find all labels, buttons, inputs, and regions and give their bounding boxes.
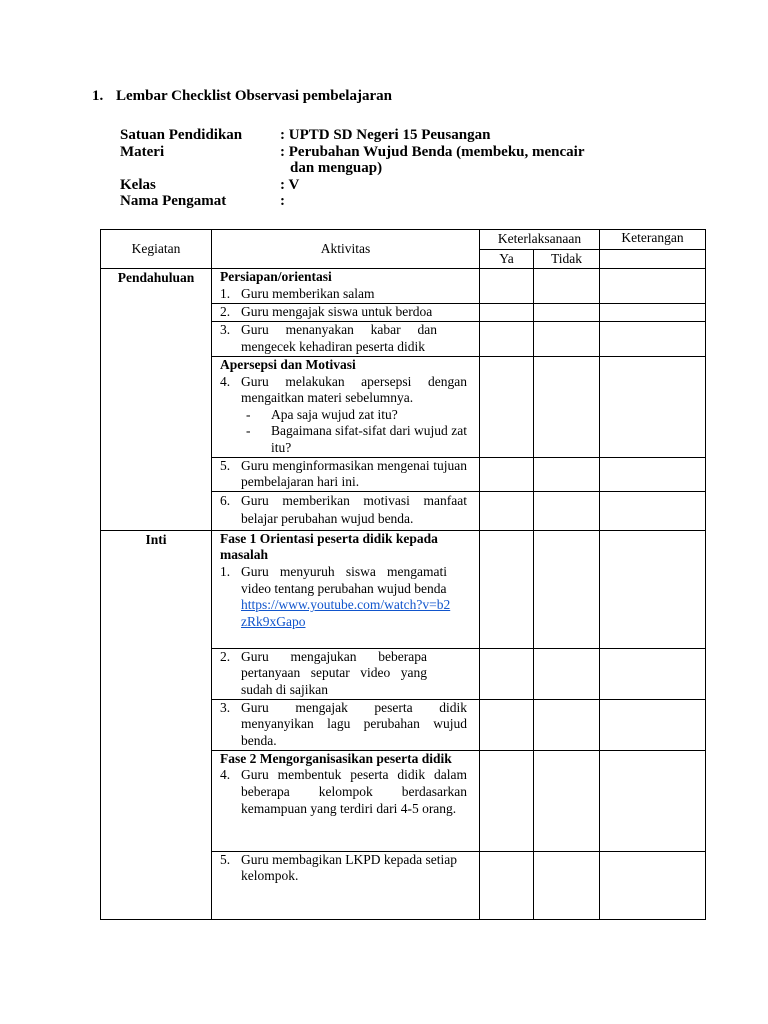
meta-label: Materi xyxy=(120,143,165,160)
meta-value: : UPTD SD Negeri 15 Peusangan xyxy=(280,127,491,143)
identity-block xyxy=(120,127,660,210)
tidak-checkbox-cell[interactable] xyxy=(534,357,600,458)
activity-cell xyxy=(212,851,480,919)
tidak-checkbox-cell[interactable] xyxy=(534,851,600,919)
ya-checkbox-cell[interactable] xyxy=(480,699,534,750)
document-heading xyxy=(92,88,392,105)
tidak-checkbox-cell[interactable] xyxy=(534,269,600,304)
keterangan-cell[interactable] xyxy=(600,851,706,919)
meta-row-satuan xyxy=(120,127,660,144)
activity-cell xyxy=(212,457,480,491)
list-item: 1. Guru memberikan salam xyxy=(220,285,375,301)
list-item: 5. Guru menginformasikan mengenai tujuan pembelajaran hari ini. xyxy=(220,457,467,490)
tidak-checkbox-cell[interactable] xyxy=(534,648,600,699)
tidak-checkbox-cell[interactable] xyxy=(534,750,600,851)
list-item: 2. Guru mengajukan beberapa pertanyaan seputar video yang sudah di sajikan xyxy=(220,648,427,697)
sub-item: - Apa saja wujud zat itu? xyxy=(246,406,398,422)
keterangan-cell[interactable] xyxy=(600,699,706,750)
activity-cell xyxy=(212,699,480,750)
keterangan-cell[interactable] xyxy=(600,322,706,357)
header-keterangan-blank xyxy=(600,249,706,269)
keterangan-cell[interactable] xyxy=(600,530,706,648)
ya-checkbox-cell[interactable] xyxy=(480,269,534,304)
group-title: Persiapan/orientasi xyxy=(220,269,332,284)
meta-label: Kelas xyxy=(120,176,156,193)
tidak-checkbox-cell[interactable] xyxy=(534,304,600,322)
kegiatan-inti: Inti xyxy=(101,530,212,919)
tidak-checkbox-cell[interactable] xyxy=(534,491,600,530)
ya-checkbox-cell[interactable] xyxy=(480,648,534,699)
meta-row-materi xyxy=(120,144,660,177)
list-item: 3. Guru mengajak peserta didik menyanyikan lagu perubahan wujud benda. xyxy=(220,699,467,748)
keterangan-cell[interactable] xyxy=(600,304,706,322)
header-tidak: Tidak xyxy=(534,249,600,269)
ya-checkbox-cell[interactable] xyxy=(480,750,534,851)
meta-row-pengamat xyxy=(120,193,660,210)
ya-checkbox-cell[interactable] xyxy=(480,491,534,530)
list-item: 4. Guru melakukan apersepsi dengan mengaitkan materi sebelumnya. xyxy=(220,373,467,406)
tidak-checkbox-cell[interactable] xyxy=(534,530,600,648)
ya-checkbox-cell[interactable] xyxy=(480,304,534,322)
activity-cell xyxy=(212,491,480,530)
meta-label: Satuan Pendidikan xyxy=(120,127,243,143)
list-item: 2. Guru mengajak siswa untuk berdoa xyxy=(220,304,433,319)
meta-label: Nama Pengamat xyxy=(120,193,227,209)
activity-cell xyxy=(212,648,480,699)
observation-table xyxy=(100,229,706,920)
meta-value: : xyxy=(280,193,285,209)
list-item: 4. Guru membentuk peserta didik dalam beberapa kelompok berdasarkan kemampuan yang terdiri dari 4-5 orang. xyxy=(220,767,467,816)
ya-checkbox-cell[interactable] xyxy=(480,457,534,491)
header-keterlaksanaan: Keterlaksanaan xyxy=(480,230,600,250)
keterangan-cell[interactable] xyxy=(600,750,706,851)
keterangan-cell[interactable] xyxy=(600,457,706,491)
heading-number: 1. xyxy=(92,88,104,104)
list-item: 5. Guru membagikan LKPD kepada setiap kelompok. xyxy=(220,851,457,884)
list-item: 6. Guru memberikan motivasi manfaat belajar perubahan wujud benda. xyxy=(220,492,467,526)
keterangan-cell[interactable] xyxy=(600,491,706,530)
heading-title: Lembar Checklist Observasi pembelajaran xyxy=(116,88,392,104)
meta-value: : V xyxy=(280,176,300,193)
header-keterangan: Keterangan xyxy=(600,230,706,250)
kegiatan-pendahuluan: Pendahuluan xyxy=(101,269,212,531)
tidak-checkbox-cell[interactable] xyxy=(534,322,600,357)
activity-cell xyxy=(212,269,480,304)
ya-checkbox-cell[interactable] xyxy=(480,357,534,458)
video-link[interactable]: https://www.youtube.com/watch?v=b2zRk9xGapo xyxy=(241,597,451,629)
list-item: 3. Guru menanyakan kabar dan mengecek kehadiran peserta didik xyxy=(220,322,437,354)
group-title: Fase 2 Mengorganisasikan peserta didik xyxy=(220,750,452,766)
list-item: 1. Guru menyuruh siswa mengamati video tentang perubahan wujud benda https://www.youtube.com/watch?v=b2zRk9xGapo xyxy=(218,564,467,630)
ya-checkbox-cell[interactable] xyxy=(480,322,534,357)
keterangan-cell[interactable] xyxy=(600,357,706,458)
group-title: Fase 1 Orientasi peserta didik kepada masalah xyxy=(220,530,438,563)
ya-checkbox-cell[interactable] xyxy=(480,851,534,919)
activity-cell xyxy=(212,322,480,357)
meta-row-kelas xyxy=(120,177,660,194)
meta-value: : Perubahan Wujud Benda (membeku, mencair dan menguap) xyxy=(280,143,585,176)
tidak-checkbox-cell[interactable] xyxy=(534,699,600,750)
group-title: Apersepsi dan Motivasi xyxy=(220,357,356,372)
activity-cell xyxy=(212,750,480,851)
ya-checkbox-cell[interactable] xyxy=(480,530,534,648)
activity-cell xyxy=(212,530,480,648)
header-kegiatan: Kegiatan xyxy=(101,230,212,269)
tidak-checkbox-cell[interactable] xyxy=(534,457,600,491)
activity-cell xyxy=(212,304,480,322)
sub-item: - Bagaimana sifat-sifat dari wujud zat itu? xyxy=(246,423,467,455)
keterangan-cell[interactable] xyxy=(600,269,706,304)
keterangan-cell[interactable] xyxy=(600,648,706,699)
activity-cell xyxy=(212,357,480,458)
header-aktivitas: Aktivitas xyxy=(212,230,480,269)
header-ya: Ya xyxy=(480,249,534,269)
